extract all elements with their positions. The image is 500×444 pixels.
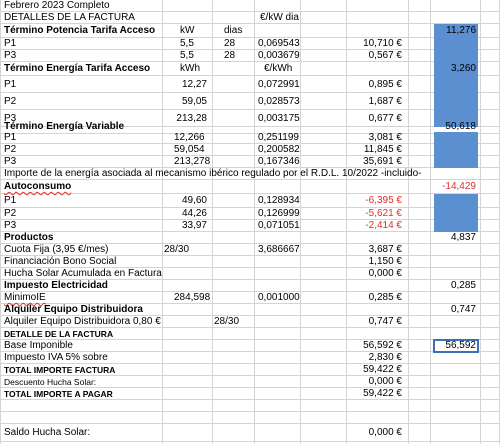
sheet-cell[interactable] [434, 220, 478, 231]
sheet-row [0, 144, 500, 156]
sheet-cell[interactable]: -6,395 € [365, 195, 402, 206]
sheet-cell[interactable]: 3,260 [450, 63, 476, 74]
sheet-cell[interactable]: 11,845 € [363, 144, 402, 155]
sheet-row [0, 62, 500, 76]
sheet-cell[interactable]: 0,128934 [258, 195, 300, 206]
sheet-row [0, 0, 500, 12]
sheet-cell[interactable]: 0,028573 [258, 95, 300, 107]
sheet-cell[interactable]: kWh [180, 63, 200, 74]
sheet-cell[interactable]: P1 [4, 132, 17, 143]
sheet-cell[interactable]: 1,150 € [368, 256, 402, 267]
sheet-cell[interactable]: 0,069543 [258, 38, 300, 49]
sheet-row [0, 400, 500, 412]
sheet-cell[interactable]: TOTAL IMPORTE FACTURA [4, 364, 116, 375]
sheet-cell[interactable]: -5,621 € [365, 208, 402, 219]
sheet-cell[interactable]: P1 [4, 38, 17, 49]
sheet-cell[interactable] [434, 156, 478, 167]
sheet-cell[interactable]: 2,830 € [368, 352, 402, 363]
sheet-row [0, 156, 500, 168]
sheet-cell[interactable]: 56,592 [445, 340, 476, 351]
sheet-row [0, 412, 500, 424]
sheet-row [0, 256, 500, 268]
sheet-row [0, 304, 500, 316]
sheet-cell[interactable]: 12,266 [174, 132, 205, 143]
sheet-cell[interactable]: 0,567 € [368, 50, 402, 61]
sheet-cell[interactable]: DETALLES DE LA FACTURA [4, 12, 135, 23]
sheet-row [0, 194, 500, 208]
sheet-cell[interactable]: 3,081 € [368, 132, 402, 143]
sheet-row [0, 244, 500, 256]
sheet-cell[interactable]: P3 [4, 156, 17, 167]
sheet-cell[interactable]: €/kWh [264, 63, 293, 74]
sheet-row [0, 132, 500, 144]
sheet-cell[interactable]: 213,278 [174, 156, 211, 167]
sheet-cell[interactable]: 213,28 [176, 112, 207, 124]
sheet-cell[interactable] [434, 132, 478, 143]
sheet-cell[interactable]: TOTAL IMPORTE A PAGAR [4, 388, 113, 399]
sheet-cell[interactable]: Término Energía Tarifa Acceso [4, 63, 151, 74]
sheet-cell[interactable]: 12,27 [181, 78, 207, 90]
sheet-cell[interactable]: 56,592 € [363, 340, 402, 351]
sheet-cell[interactable]: 0,126999 [258, 208, 300, 219]
sheet-cell[interactable]: €/kW dia [260, 12, 299, 23]
sheet-cell[interactable]: 49,60 [181, 195, 207, 206]
sheet-cell[interactable]: 0,001000 [258, 292, 300, 303]
sheet-cell[interactable]: Hucha Solar Acumulada en Factura [4, 268, 162, 279]
sheet-row [0, 268, 500, 280]
sheet-row [0, 388, 500, 400]
sheet-cell[interactable]: Financiación Bono Social [4, 256, 117, 267]
sheet-cell[interactable]: 10,710 € [363, 38, 402, 49]
sheet-cell[interactable]: Término Energía Variable [4, 121, 125, 132]
sheet-cell[interactable]: 0,000 € [368, 376, 402, 387]
sheet-cell[interactable] [434, 194, 478, 207]
sheet-row [0, 424, 500, 442]
sheet-cell[interactable]: 0,167346 [258, 156, 300, 167]
sheet-cell[interactable] [434, 208, 478, 219]
sheet-cell[interactable]: 59,422 € [363, 388, 402, 399]
sheet-row [0, 328, 500, 340]
sheet-cell[interactable]: 44,26 [181, 208, 207, 219]
sheet-cell[interactable]: Término Potencia Tarifa Acceso [4, 25, 156, 36]
sheet-row [0, 50, 500, 62]
sheet-cell[interactable]: 28 [224, 38, 236, 49]
sheet-cell[interactable]: 4,837 [450, 232, 476, 243]
sheet-cell[interactable]: Saldo Hucha Solar: [4, 427, 91, 438]
sheet-cell[interactable]: 11,276 [446, 25, 476, 36]
sheet-cell[interactable]: 1,687 € [368, 95, 402, 107]
sheet-row [0, 24, 500, 38]
sheet-cell[interactable]: Alquiler Equipo Distribuidora [4, 304, 143, 315]
sheet-cell[interactable]: P1 [4, 78, 17, 90]
sheet-cell[interactable]: 0,251199 [258, 132, 299, 143]
sheet-cell[interactable]: 59,054 [174, 144, 205, 155]
sheet-cell[interactable]: Base Imponible [4, 340, 73, 351]
sheet-cell[interactable]: Autoconsumo [4, 181, 72, 192]
sheet-row [0, 280, 500, 292]
sheet-cell[interactable]: P2 [4, 144, 17, 155]
sheet-cell[interactable]: 0,747 [450, 304, 476, 315]
sheet-row [0, 340, 500, 352]
sheet-row [0, 38, 500, 50]
sheet-cell[interactable]: DETALLE DE LA FACTURA [4, 328, 114, 339]
sheet-row [0, 93, 500, 110]
sheet-cell[interactable]: 59,05 [181, 95, 207, 107]
sheet-cell[interactable]: 28/30 [164, 244, 190, 255]
sheet-cell[interactable]: 28/30 [214, 316, 240, 327]
sheet-cell[interactable]: P1 [4, 195, 17, 206]
sheet-cell[interactable]: 284,598 [174, 292, 211, 303]
sheet-cell[interactable]: 0,003175 [258, 112, 300, 124]
sheet-cell[interactable]: -14,429 [442, 181, 476, 192]
sheet-cell[interactable]: 50,618 [445, 121, 476, 132]
sheet-cell[interactable]: dias [224, 25, 243, 36]
sheet-cell[interactable]: P3 [4, 220, 17, 231]
sheet-cell[interactable]: -2,414 € [365, 220, 402, 231]
sheet-cell[interactable]: 0,285 € [368, 292, 402, 303]
sheet-cell[interactable] [434, 144, 478, 155]
sheet-cell[interactable]: 35,691 € [363, 156, 402, 167]
sheet-cell[interactable]: 0,000 € [368, 268, 402, 279]
sheet-cell[interactable]: 5,5 [180, 50, 194, 61]
sheet-cell[interactable]: 0,072991 [258, 78, 300, 90]
sheet-row [0, 292, 500, 304]
sheet-row [0, 168, 500, 180]
sheet-cell[interactable]: 59,422 € [363, 364, 402, 375]
sheet-cell[interactable]: 3,686667 [258, 244, 300, 255]
sheet-cell[interactable]: 0,200582 [258, 144, 300, 155]
sheet-row [0, 232, 500, 244]
sheet-cell[interactable] [434, 38, 478, 49]
sheet-row [0, 12, 500, 24]
sheet-cell[interactable] [434, 76, 478, 92]
sheet-cell[interactable]: Febrero 2023 Completo [4, 0, 110, 11]
sheet-cell[interactable]: 0,071051 [258, 220, 300, 231]
sheet-cell[interactable]: 0,747 € [368, 316, 402, 327]
sheet-row [0, 376, 500, 388]
sheet-row [0, 352, 500, 364]
sheet-row [0, 180, 500, 194]
sheet-cell[interactable]: 0,285 [450, 280, 476, 291]
sheet-cell[interactable]: 0,003679 [258, 50, 300, 61]
sheet-cell[interactable] [434, 93, 478, 109]
sheet-cell[interactable]: P2 [4, 95, 17, 107]
sheet-cell[interactable]: 5,5 [180, 38, 194, 49]
sheet-cell[interactable]: P3 [4, 112, 17, 124]
sheet-row [0, 208, 500, 220]
sheet-cell[interactable]: Cuota Fija (3,95 €/mes) [4, 244, 109, 255]
sheet-cell[interactable]: 0,000 € [368, 427, 402, 438]
sheet-cell[interactable]: 0,895 € [368, 78, 402, 90]
sheet-cell[interactable]: Impuesto IVA 5% sobre [4, 352, 108, 363]
sheet-row [0, 364, 500, 376]
sheet-cell[interactable] [434, 50, 478, 61]
sheet-cell[interactable]: P2 [4, 208, 17, 219]
sheet-cell[interactable]: P3 [4, 50, 17, 61]
sheet-cell[interactable]: MinimoIE [4, 292, 46, 303]
sheet-cell[interactable]: Importe de la energía asociada al mecanismo ibérico regulado por el R.D.L. 10/2022 -incluido- [4, 168, 422, 179]
sheet-cell[interactable]: Impuesto Electricidad [4, 280, 108, 291]
sheet-cell[interactable]: Alquiler Equipo Distribuidora 0,80 € [4, 316, 161, 327]
sheet-row [0, 220, 500, 232]
sheet-cell[interactable]: 0,677 € [368, 112, 402, 124]
sheet-cell[interactable]: kW [180, 25, 195, 36]
sheet-row [0, 316, 500, 328]
sheet-row [0, 76, 500, 93]
sheet-cell[interactable]: 28 [224, 50, 236, 61]
sheet-cell[interactable]: 33,97 [181, 220, 207, 231]
sheet-cell[interactable]: Descuento Hucha Solar: [4, 376, 97, 387]
sheet-cell[interactable]: 3,687 € [368, 244, 402, 255]
sheet-cell[interactable]: Productos [4, 232, 54, 243]
